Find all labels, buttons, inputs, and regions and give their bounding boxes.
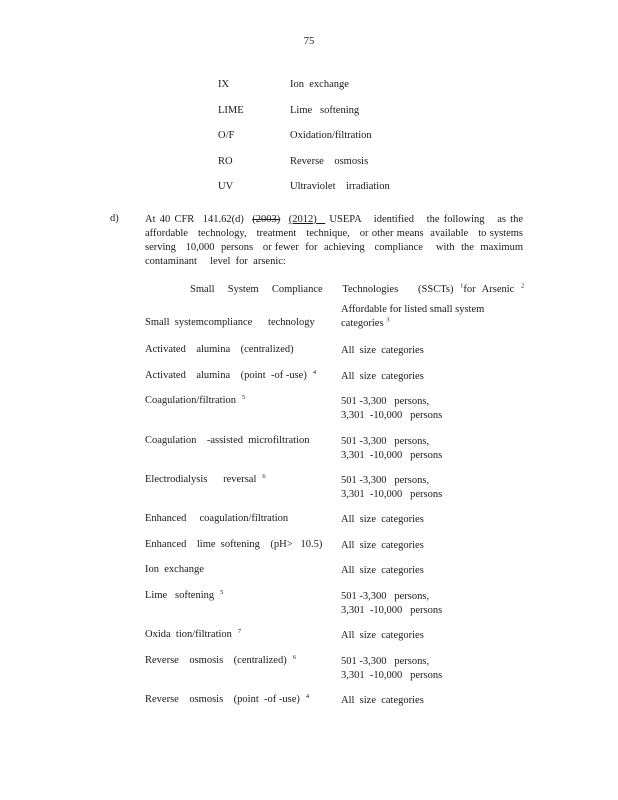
abbreviation-code: LIME (218, 104, 244, 116)
abbreviation-code: UV (218, 181, 234, 192)
category-cell: 501 -3,300 persons, 3,301 -10,000 persons (341, 656, 443, 681)
text-mid (280, 214, 288, 225)
technology-name: Reverse osmosis (centralized) (145, 655, 287, 666)
technology-cell (145, 370, 335, 381)
category-cell: 501 -3,300 persons, 3,301 -10,000 persons (341, 436, 443, 461)
technology-cell (145, 474, 335, 485)
abbreviation-meaning: Reverse osmosis (290, 155, 369, 167)
abbreviation-code: RO (218, 155, 233, 167)
category-cell: All size categories (341, 630, 424, 641)
category-cell: All size categories (341, 540, 424, 551)
footnote-marker: 1 (460, 282, 464, 290)
underlined-text: (2012) (288, 214, 326, 225)
technology-name: Oxida tion/filtration (145, 629, 232, 640)
technology-name: Activated alumina (point -of -use) (145, 370, 307, 381)
footnote-marker: 4 (305, 692, 310, 700)
abbreviation-meaning: Ultraviolet irradiation (290, 181, 390, 192)
page-number: 75 (303, 36, 315, 47)
technology-cell (145, 629, 335, 640)
abbreviation-code: IX (218, 79, 230, 90)
technology-cell (145, 564, 335, 575)
footnote-marker: 6 (292, 653, 296, 661)
footnote-marker: 4 (312, 368, 317, 376)
category-cell: All size categories (341, 565, 424, 576)
category-cell: All size categories (341, 695, 424, 706)
technology-cell (145, 539, 335, 550)
category-cell: All size categories (341, 514, 424, 525)
abbreviation-code: O/F (218, 130, 235, 141)
text-after: USEPA identified the following as the affordable technology, treatment technique, or other means available to systems serving 10,000 persons or fewer for achieving compliance with the maximum contaminant level for arsenic: (145, 214, 526, 267)
list-marker: d) (110, 213, 119, 224)
category-cell: 501 -3,300 persons, 3,301 -10,000 persons (341, 396, 443, 421)
technology-cell (145, 694, 335, 705)
technology-cell (145, 513, 335, 524)
abbreviation-row (218, 156, 478, 182)
technology-name: Coagulation -assisted microfiltration (145, 435, 310, 446)
technology-name: Electrodialysis reversal (145, 474, 257, 485)
technology-name: Coagulation/filtration (145, 395, 236, 406)
technology-cell (145, 395, 335, 406)
footnote-marker: 2 (520, 282, 525, 290)
category-cell: All size categories (341, 345, 424, 356)
abbreviation-meaning: Oxidation/filtration (290, 130, 372, 141)
category-cell: 501 -3,300 persons, 3,301 -10,000 persons (341, 475, 443, 500)
technology-cell (145, 655, 335, 666)
technology-cell (145, 590, 335, 601)
struck-text: (2003) (252, 214, 281, 225)
technology-cell (145, 344, 335, 355)
text-before: At 40 CFR 141.62(d) (145, 214, 253, 225)
abbreviation-meaning: Lime softening (290, 104, 360, 116)
table-title-text: Small System Compliance Technologies (SSCTs) (190, 284, 454, 295)
paragraph-text (145, 213, 526, 269)
technology-name: Reverse osmosis (point -of -use) (145, 694, 300, 705)
abbreviation-list (218, 79, 478, 207)
footnote-marker: 3 (386, 316, 390, 324)
footnote-marker: 6 (262, 472, 266, 480)
category-cell: All size categories (341, 371, 424, 382)
abbreviation-meaning: Ion exchange (290, 79, 349, 90)
technology-name: Activated alumina (centralized) (145, 344, 294, 355)
technology-cell (145, 435, 335, 446)
technology-name: Enhanced lime softening (pH> 10.5) (145, 539, 323, 550)
footnote-marker: 5 (241, 393, 246, 401)
header-category-text: Affordable for listed small system categories (341, 304, 485, 329)
table-title-suffix: for Arsenic (463, 284, 515, 295)
category-cell: 501 -3,300 persons, 3,301 -10,000 persons (341, 591, 443, 616)
header-category (341, 303, 516, 331)
technology-name: Ion exchange (145, 564, 204, 575)
abbreviation-row (218, 79, 478, 105)
header-technology: Small systemcompliance technology (145, 317, 315, 328)
table-title (190, 284, 524, 295)
footnote-marker: 7 (237, 627, 242, 635)
abbreviation-row (218, 130, 478, 156)
footnote-marker: 5 (220, 588, 224, 596)
abbreviation-row (218, 105, 478, 131)
technology-name: Lime softening (145, 590, 215, 601)
technology-name: Enhanced coagulation/filtration (145, 513, 289, 524)
abbreviation-row (218, 181, 478, 207)
